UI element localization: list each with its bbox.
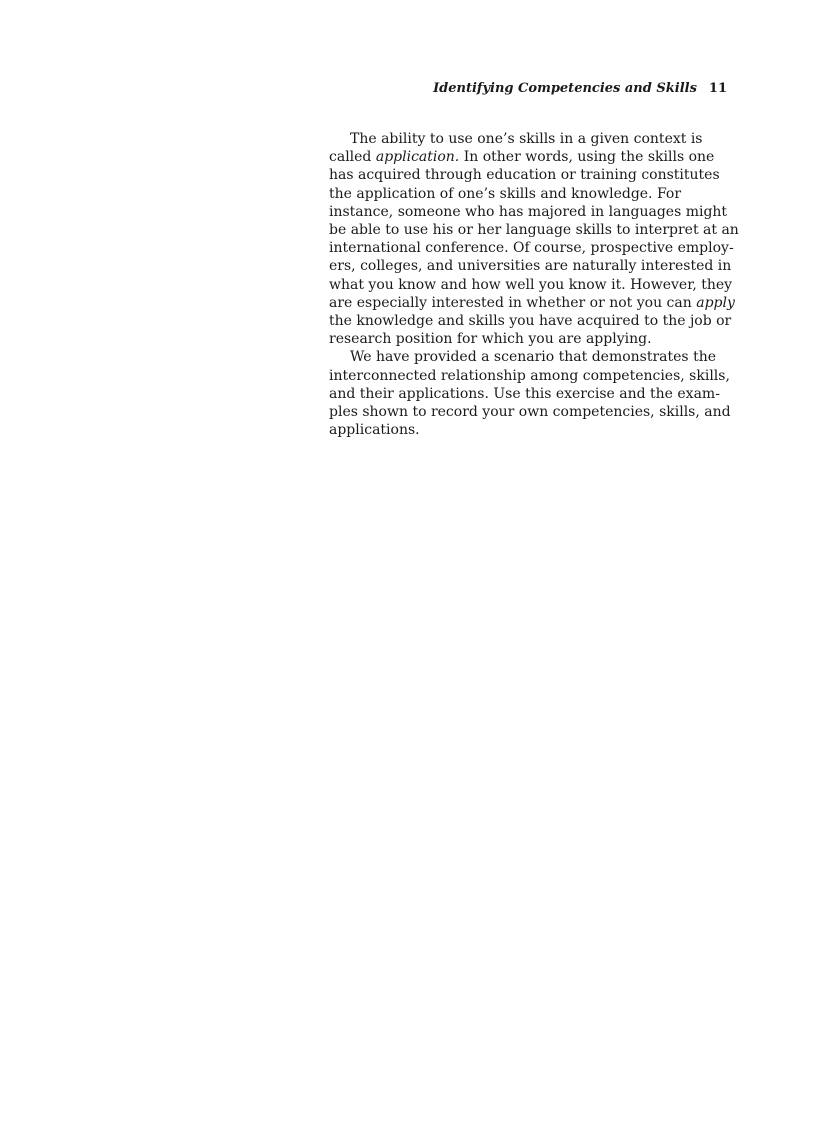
text-run: In other words, using the skills one [459, 149, 715, 166]
text-line: applications. [329, 422, 420, 439]
paragraph-scenario [329, 348, 729, 439]
text-line: research position for which you are applying. [329, 331, 652, 348]
running-head-title: Identifying Competencies and Skills [433, 81, 697, 96]
text-run: are especially interested in whether or not you can [329, 294, 697, 311]
text-line: We have provided a scenario that demonstrates the [350, 349, 716, 366]
text-line [329, 148, 729, 166]
text-line: interconnected relationship among competencies, skills, [329, 367, 730, 384]
text-line: ers, colleges, and universities are naturally interested in [329, 258, 732, 275]
body-text [329, 130, 739, 439]
text-line: The ability to use one’s skills in a given context is [350, 131, 703, 147]
emphasis-term: apply [696, 294, 735, 311]
text-line: what you know and how well you know it. However, they [329, 276, 733, 293]
text-line: and their applications. Use this exercise and the exam- [329, 385, 720, 402]
text-line: be able to use his or her language skills to interpret at an [329, 222, 739, 239]
paragraph-application [329, 130, 739, 348]
text-run: called [329, 149, 376, 166]
text-line: ples shown to record your own competencies, skills, and [329, 404, 731, 421]
text-line [329, 294, 735, 312]
text-line: has acquired through education or training constitutes [329, 167, 720, 184]
running-head [433, 80, 727, 98]
text-line: instance, someone who has majored in languages might [329, 203, 728, 220]
emphasis-term: application. [375, 149, 460, 166]
text-line: international conference. Of course, prospective employ- [329, 240, 734, 257]
text-line: the knowledge and skills you have acquired to the job or [329, 313, 732, 330]
page-number: 11 [708, 81, 727, 96]
text-line: the application of one’s skills and knowledge. For [329, 185, 682, 202]
